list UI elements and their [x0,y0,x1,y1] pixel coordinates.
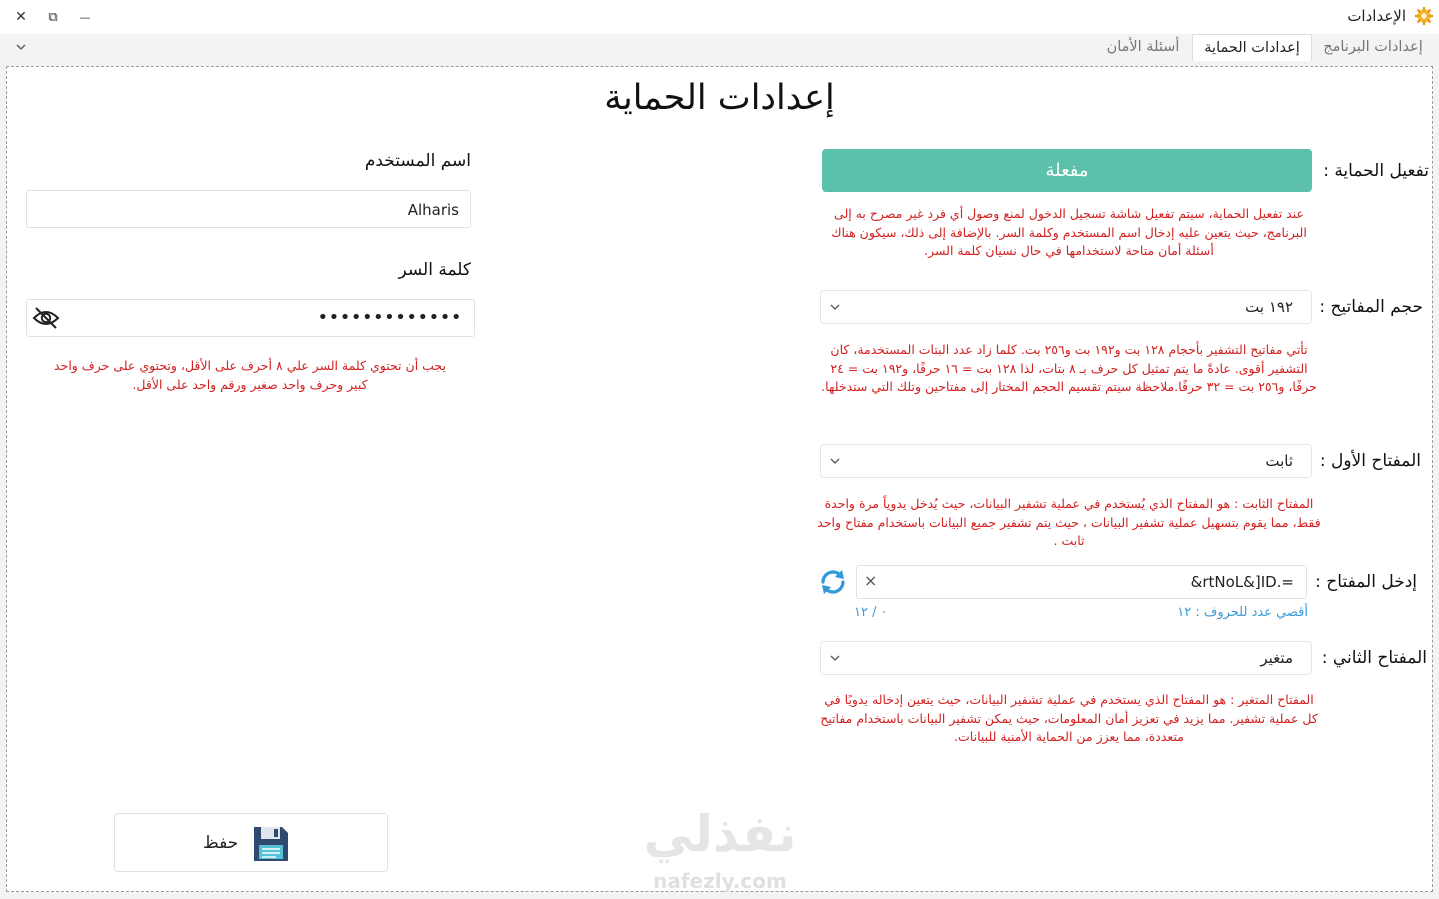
password-value: ••••••••••••• [317,307,462,328]
chevron-down-icon[interactable] [12,38,30,56]
first-key-label: المفتاح الأول : [1319,451,1421,471]
protection-toggle-button[interactable]: مفعلة [822,149,1312,192]
key-entry-label: إدخل المفتاح : [1315,572,1417,592]
protection-note: عند تفعيل الحماية، سيتم تفعيل شاشة تسجيل الدخول لمنع وصول أي فرد غير مصرح به إلى البرنامج، حيث يتعين عليه إدخال اسم المستخدم وكلمة السر. بالإضافة إلى ذلك، سيكون هناك أسئلة أمان متاحة لاستخدامها في حال نسيان كلمة السر. [831,206,1307,258]
watermark-text: نفذلي [643,805,797,863]
username-label: اسم المستخدم [364,151,471,171]
tab-security-questions[interactable]: أسئلة الأمان [1106,39,1180,55]
first-key-value: ثابت [1265,452,1293,470]
second-key-value: متغير [1260,649,1293,667]
refresh-icon[interactable] [818,567,848,597]
char-counter: ٠ / ١٢ [854,605,888,620]
restore-button[interactable]: ⧉ [48,9,58,25]
clear-input-button[interactable]: × [864,571,878,590]
chevron-down-icon [827,453,843,469]
chevron-down-icon [827,650,843,666]
floppy-disk-icon [251,824,291,864]
second-key-label: المفتاح الثاني : [1321,648,1427,668]
second-key-note: المفتاح المتغير : هو المفتاح الذي يستخدم في عملية تشفير البيانات، حيث يتعين إدخاله يدويًا في كل عملية تشفير. مما يزيد في تعزيز أمان المعلومات، حيث يمكن تشفير البيانات باستخدام مفاتيح متعددة، مما يعزز من الحماية الأمنية للبيانات. [820,692,1318,744]
key-size-note: تأتي مفاتيح التشفير بأحجام ١٢٨ بت و١٩٢ بت و٢٥٦ بت. كلما زاد عدد البتات المستخدمة، كان التشفير أقوى. عادةً ما يتم تمثيل كل حرف بـ ٨ بتات، لذا ١٢٨ بت = ١٦ حرفًا، و١٩٢ بت = ٢٤ حرفًا، و٢٥٦ بت = ٣٢ حرفًا.ملاحظة سيتم تقسيم الحجم المختار إلى مفتاحين وتلك التي ستدخلها. [821,342,1317,394]
first-key-note: المفتاح الثابت : هو المفتاح الذي يُستخدم في عملية تشفير البيانات، حيث يُدخل يدوياً مرة واحدة فقط، مما يقوم بتسهيل عملية تشفير البيانات ، حيث يتم تشفير جميع البيانات باستخدام مفتاح واحد ثابت . [817,496,1321,548]
tab-protection-settings[interactable]: إعدادات الحماية [1192,34,1312,61]
password-note: يجب أن تحتوي كلمة السر علي ٨ أحرف على الأقل، وتحتوي على حرف واحد كبير وحرف واحد صغير ورقم واحد على الأقل. [54,358,446,392]
eye-off-icon[interactable] [32,306,60,330]
username-field[interactable] [26,190,471,228]
page-title: إعدادات الحماية [604,78,835,118]
settings-gear-icon [1415,7,1433,25]
save-button-label: حفظ [203,833,239,853]
key-size-select[interactable] [820,290,1312,324]
key-input-value: &rtNoL&]ID.= [1190,573,1294,591]
protection-label: تفعيل الحماية : [1323,161,1429,181]
password-field[interactable] [26,299,475,337]
watermark [620,805,820,895]
close-button[interactable]: ✕ [15,9,27,25]
key-input[interactable] [856,565,1307,599]
watermark-domain: nafezly.com [653,869,787,893]
tab-program-settings[interactable]: إعدادات البرنامج [1323,39,1423,55]
max-chars-hint: أقصي عدد للحروف : ١٢ [1177,605,1308,620]
first-key-select[interactable] [820,444,1312,478]
window-title: الإعدادات [1347,7,1406,25]
username-value: Alharis [407,201,459,219]
save-button[interactable] [114,813,388,872]
password-label: كلمة السر [398,260,471,280]
second-key-select[interactable] [820,641,1312,675]
key-size-label: حجم المفاتيح : [1319,297,1423,317]
minimize-button[interactable]: — [79,10,91,24]
chevron-down-icon [827,299,843,315]
title-bar [0,0,1439,34]
key-size-value: ١٩٢ بت [1245,298,1293,316]
